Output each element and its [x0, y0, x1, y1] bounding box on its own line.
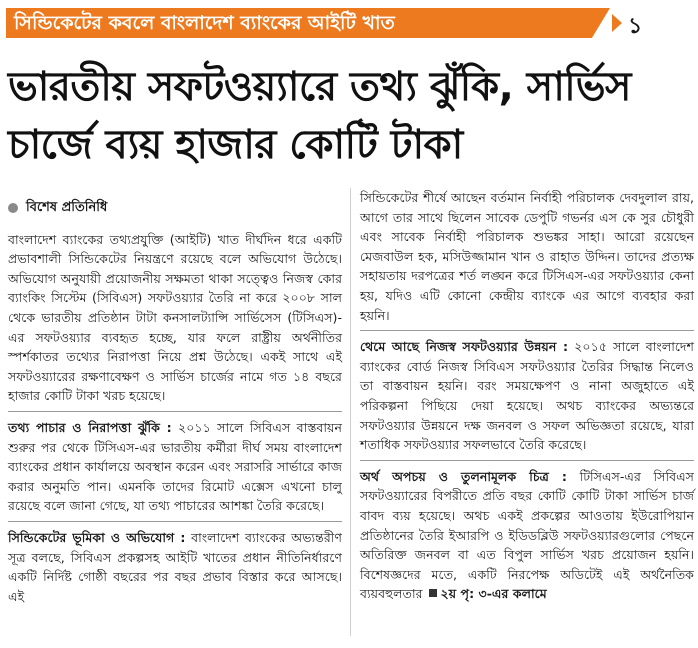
section-rule	[360, 460, 694, 461]
paragraph	[360, 337, 694, 455]
jump-square-icon	[429, 589, 437, 597]
section-rule	[8, 521, 342, 522]
paragraph-text: ২০১১ সালে সিবিএস বাস্তবায়ন শুরুর পর থেকে টিসিএস-এর ভারতীয় কর্মীরা দীর্ঘ সময় বাংলাদেশ ব্যাংকের প্রধান কার্যালয়ে অবস্থান করেন এবং সরাসরি সার্ভারে কাজ করার অনুমতি পান। এমনকি তাদের রিমোট এক্সেস এখনো চালু রয়েছে বলে জানা গেছে, যা তথ্য পাচারের আশঙ্কা তৈরি করেছে।	[8, 419, 342, 514]
kicker-arrow-icon	[612, 14, 622, 32]
subheading: থেমে আছে নিজস্ব সফটওয়্যার উন্নয়ন :	[360, 339, 568, 355]
byline	[8, 198, 342, 218]
byline-text: বিশেষ প্রতিনিধি	[26, 200, 108, 215]
subheading: তথ্য পাচার ও নিরাপত্তা ঝুঁকি :	[8, 419, 172, 435]
kicker-number: ১	[628, 14, 643, 39]
section-rule	[8, 411, 342, 412]
paragraph-text: বাংলাদেশ ব্যাংকের অভ্যন্তরীণ সূত্র বলছে, সিবিএস প্রকল্পসহ আইটি খাতের প্রধান নীতিনির্ধারণে একটি নির্দিষ্ট গোষ্ঠী বছরের পর বছর প্রভাব বিস্তার করে আসছে। এই	[8, 529, 343, 604]
paragraph-text: ২০১৫ সালে বাংলাদেশ ব্যাংকের বোর্ড নিজস্ব সিবিএস সফটওয়্যার তৈরির সিদ্ধান্ত নিলেও তা বাস্তবায়ন হয়নি। বরং সময়ক্ষেপণ ও নানা অজুহাতে এই পরিকল্পনা পিছিয়ে দেয়া হয়েছে। অথচ ব্যাংকের অভ্যন্তরে সফটওয়্যার উন্নয়নে দক্ষ জনবল ও সফল অভিজ্ঞতা রয়েছে, যারা শতাধিক সফটওয়্যার সফলভাবে তৈরি করেছে।	[360, 339, 694, 453]
section-rule	[360, 330, 694, 331]
subheading: সিন্ডিকেটের ভূমিকা ও অভিযোগ :	[8, 529, 186, 545]
column-divider	[350, 188, 351, 636]
bullet-dot-icon	[8, 203, 18, 213]
headline-line-1: ভারতীয় সফটওয়্যারে তথ্য ঝুঁকি, সার্ভিস	[8, 64, 631, 110]
paragraph: বাংলাদেশ ব্যাংকের তথ্যপ্রযুক্তি (আইটি) খাত দীর্ঘদিন ধরে একটি প্রভাবশালী সিন্ডিকেটের নিয়ন্ত্রণে রয়েছে বলে অভিযোগ উঠেছে। অভিযোগ অনুযায়ী প্রয়োজনীয় সক্ষমতা থাকা সত্ত্বেও নিজস্ব কোর ব্যাংকিং সিস্টেম (সিবিএস) সফটওয়্যার তৈরি না করে ২০০৮ সাল থেকে ভারতীয় প্রতিষ্ঠান টাটা কনসালট্যান্সি সার্ভিসেস (টিসিএস)-এর সফটওয়্যার ব্যবহৃত হচ্ছে, যার ফলে রাষ্ট্রীয় অর্থনীতির স্পর্শকাতর তথ্যের নিরাপত্তা নিয়ে প্রশ্ন উঠেছে। একই সাথে এই সফটওয়্যারের রক্ষণাবেক্ষণ ও সার্ভিস চার্জের নামে গত ১৪ বছরে হাজার কোটি টাকা খরচ হয়েছে।	[8, 231, 342, 404]
subheading: অর্থ অপচয় ও তুলনামূলক চিত্র :	[360, 468, 567, 484]
paragraph	[360, 467, 694, 604]
paragraph	[8, 528, 342, 606]
kicker-banner	[6, 4, 692, 42]
right-column	[360, 188, 694, 609]
paragraph	[8, 418, 342, 516]
kicker-text: সিন্ডিকেটের কবলে বাংলাদেশ ব্যাংকের আইটি খাত	[14, 12, 395, 34]
paragraph: সিন্ডিকেটের শীর্ষে আছেন বর্তমান নির্বাহী পরিচালক দেবদুলাল রায়, আগে তার সাথে ছিলেন সাবেক ডেপুটি গভর্নর এস কে সুর চৌধুরী এবং সাবেক নির্বাহী পরিচালক শুভঙ্কর সাহা। আরো রয়েছেন মেজবাউল হক, মসিউজ্জামান খান ও রাহাত উদ্দিন। তাদের প্রত্যক্ষ সহায়তায় দরপত্রের শর্ত লঙ্ঘন করে টিসিএস-এর সফটওয়্যার কেনা হয়, যদিও এটি কোনো কেন্দ্রীয় ব্যাংকে এর আগে ব্যবহার করা হয়নি।	[360, 190, 694, 323]
continued-on-link: ২য় পৃ: ৩-এর কলামে	[440, 586, 547, 602]
headline	[8, 58, 692, 174]
paragraph-text: টিসিএস-এর সিবিএস সফটওয়্যারের বিপরীতে প্রতি বছর কোটি কোটি টাকা সার্ভিস চার্জ বাবদ ব্যয় হয়েছে। অথচ একই প্রকল্পের আওতায় ইউরোপিয়ান প্রতিষ্ঠানের তৈরি ইআরপি ও ইডিডব্লিউ সফটওয়্যারগুলোর পেছনে অতিরিক্ত জনবল বা এত বিপুল সার্ভিস খরচ প্রয়োজন হয়নি। বিশেষজ্ঞদের মতে, একটি নিরপেক্ষ অডিটেই এই অর্থনৈতিক ব্যয়বহুলতার	[360, 468, 694, 602]
headline-line-2: চার্জে ব্যয় হাজার কোটি টাকা	[8, 122, 463, 168]
left-column	[8, 198, 342, 611]
